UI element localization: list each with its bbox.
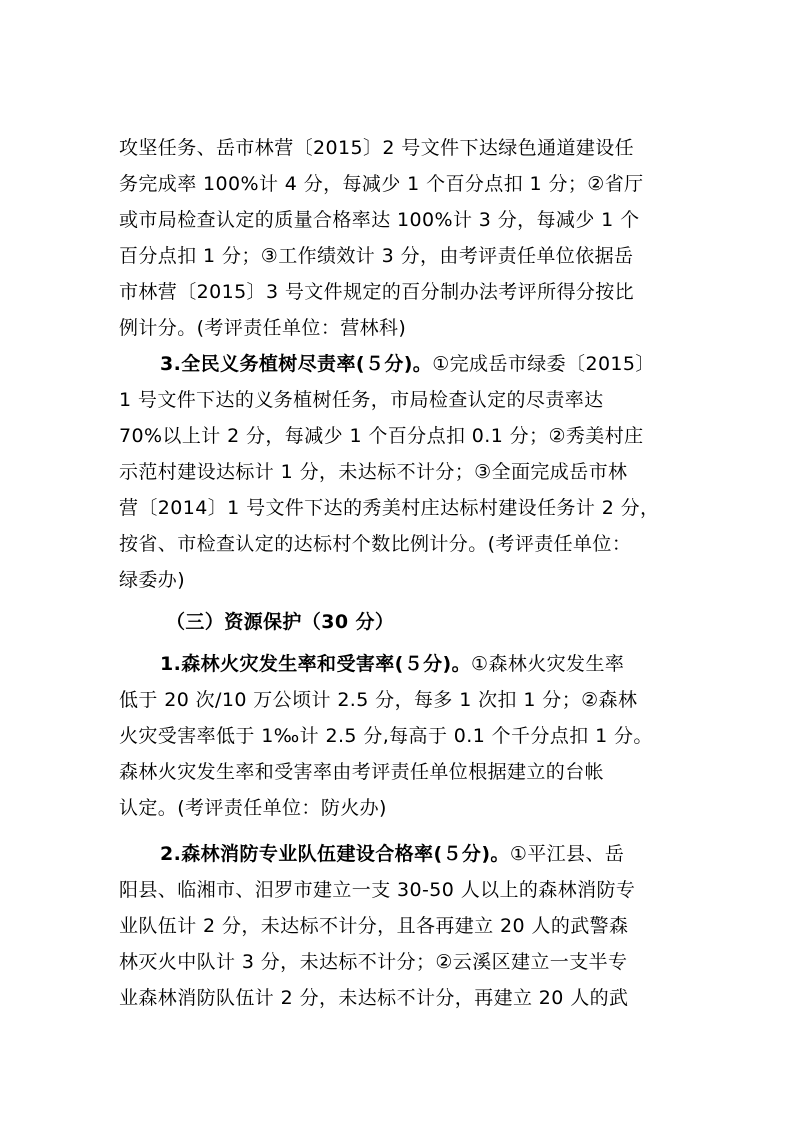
text-line (119, 944, 627, 980)
line-text: 阳县、临湘市、汨罗市建立一支 30-50 人以上的森林消防专 (119, 879, 636, 901)
line-text: 市林营〔2015〕3 号文件规定的百分制办法考评所得分按比 (119, 281, 635, 303)
text-line (119, 526, 631, 562)
line-text: 70%以上计 2 分，每减少 1 个百分点扣 0.1 分；②秀美村庄 (119, 425, 644, 447)
text-line (119, 274, 634, 310)
text-line (119, 980, 628, 1016)
text-line (119, 790, 387, 826)
line-text: 或市局检查认定的质量合格率达 100%计 3 分，每减少 1 个 (119, 209, 640, 231)
section-heading-line (160, 836, 624, 872)
section-heading: 2.森林消防专业队伍建设合格率(５分)。 (160, 843, 510, 865)
line-text: 示范村建设达标计 1 分，未达标不计分；③全面完成岳市林 (119, 461, 628, 483)
line-text: ①完成岳市绿委〔2015〕 (432, 353, 655, 375)
line-text: 林灭火中队计 3 分，未达标不计分；②云溪区建立一支半专 (119, 951, 628, 973)
text-line (119, 454, 627, 490)
text-line (119, 202, 640, 238)
line-text: 业队伍计 2 分，未达标不计分，且各再建立 20 人的武警森 (119, 915, 629, 937)
line-text: ①森林火灾发生率 (471, 653, 625, 675)
line-text: 例计分。(考评责任单位：营林科) (119, 317, 407, 339)
line-text: 百分点扣 1 分；③工作绩效计 3 分，由考评责任单位依据岳 (119, 245, 634, 267)
line-text: 务完成率 100%计 4 分，每减少 1 个百分点扣 1 分；②省厅 (119, 173, 644, 195)
line-text: 业森林消防队伍计 2 分，未达标不计分，再建立 20 人的武 (119, 987, 629, 1009)
text-line (119, 682, 637, 718)
section-heading-line (160, 346, 655, 382)
text-line (119, 382, 604, 418)
text-line (119, 908, 628, 944)
line-text: 低于 20 次/10 万公顷计 2.5 分，每多 1 次扣 1 分；②森林 (119, 689, 638, 711)
section-heading-line (160, 646, 624, 682)
text-line (119, 872, 635, 908)
section-heading: 3.全民义务植树尽责率(５分)。 (160, 353, 433, 375)
text-line (119, 130, 634, 166)
text-line (119, 238, 633, 274)
line-text: 火灾受害率低于 1‰计 2.5 分,每高于 0.1 个千分点扣 1 分。 (119, 725, 653, 747)
chapter-heading-line (166, 604, 394, 640)
text-line (119, 418, 644, 454)
line-text: 认定。(考评责任单位：防火办) (119, 797, 387, 819)
line-text: 营〔2014〕1 号文件下达的秀美村庄达标村建设任务计 2 分， (119, 497, 660, 519)
text-line (119, 490, 659, 526)
text-line (119, 718, 653, 754)
text-line (119, 562, 185, 598)
line-text: 按省、市检查认定的达标村个数比例计分。(考评责任单位： (119, 533, 632, 555)
line-text: ①平江县、岳 (509, 843, 625, 865)
line-text: 1 号文件下达的义务植树任务，市局检查认定的尽责率达 (119, 389, 604, 411)
line-text: 攻坚任务、岳市林营〔2015〕2 号文件下达绿色通道建设任 (119, 137, 635, 159)
text-line (119, 310, 406, 346)
chapter-heading: （三）资源保护（30 分） (166, 611, 395, 633)
line-text: 绿委办) (119, 569, 186, 591)
text-line (119, 754, 604, 790)
text-line (119, 166, 644, 202)
line-text: 森林火灾发生率和受害率由考评责任单位根据建立的台帐 (119, 761, 605, 783)
section-heading: 1.森林火灾发生率和受害率(５分)。 (160, 653, 472, 675)
